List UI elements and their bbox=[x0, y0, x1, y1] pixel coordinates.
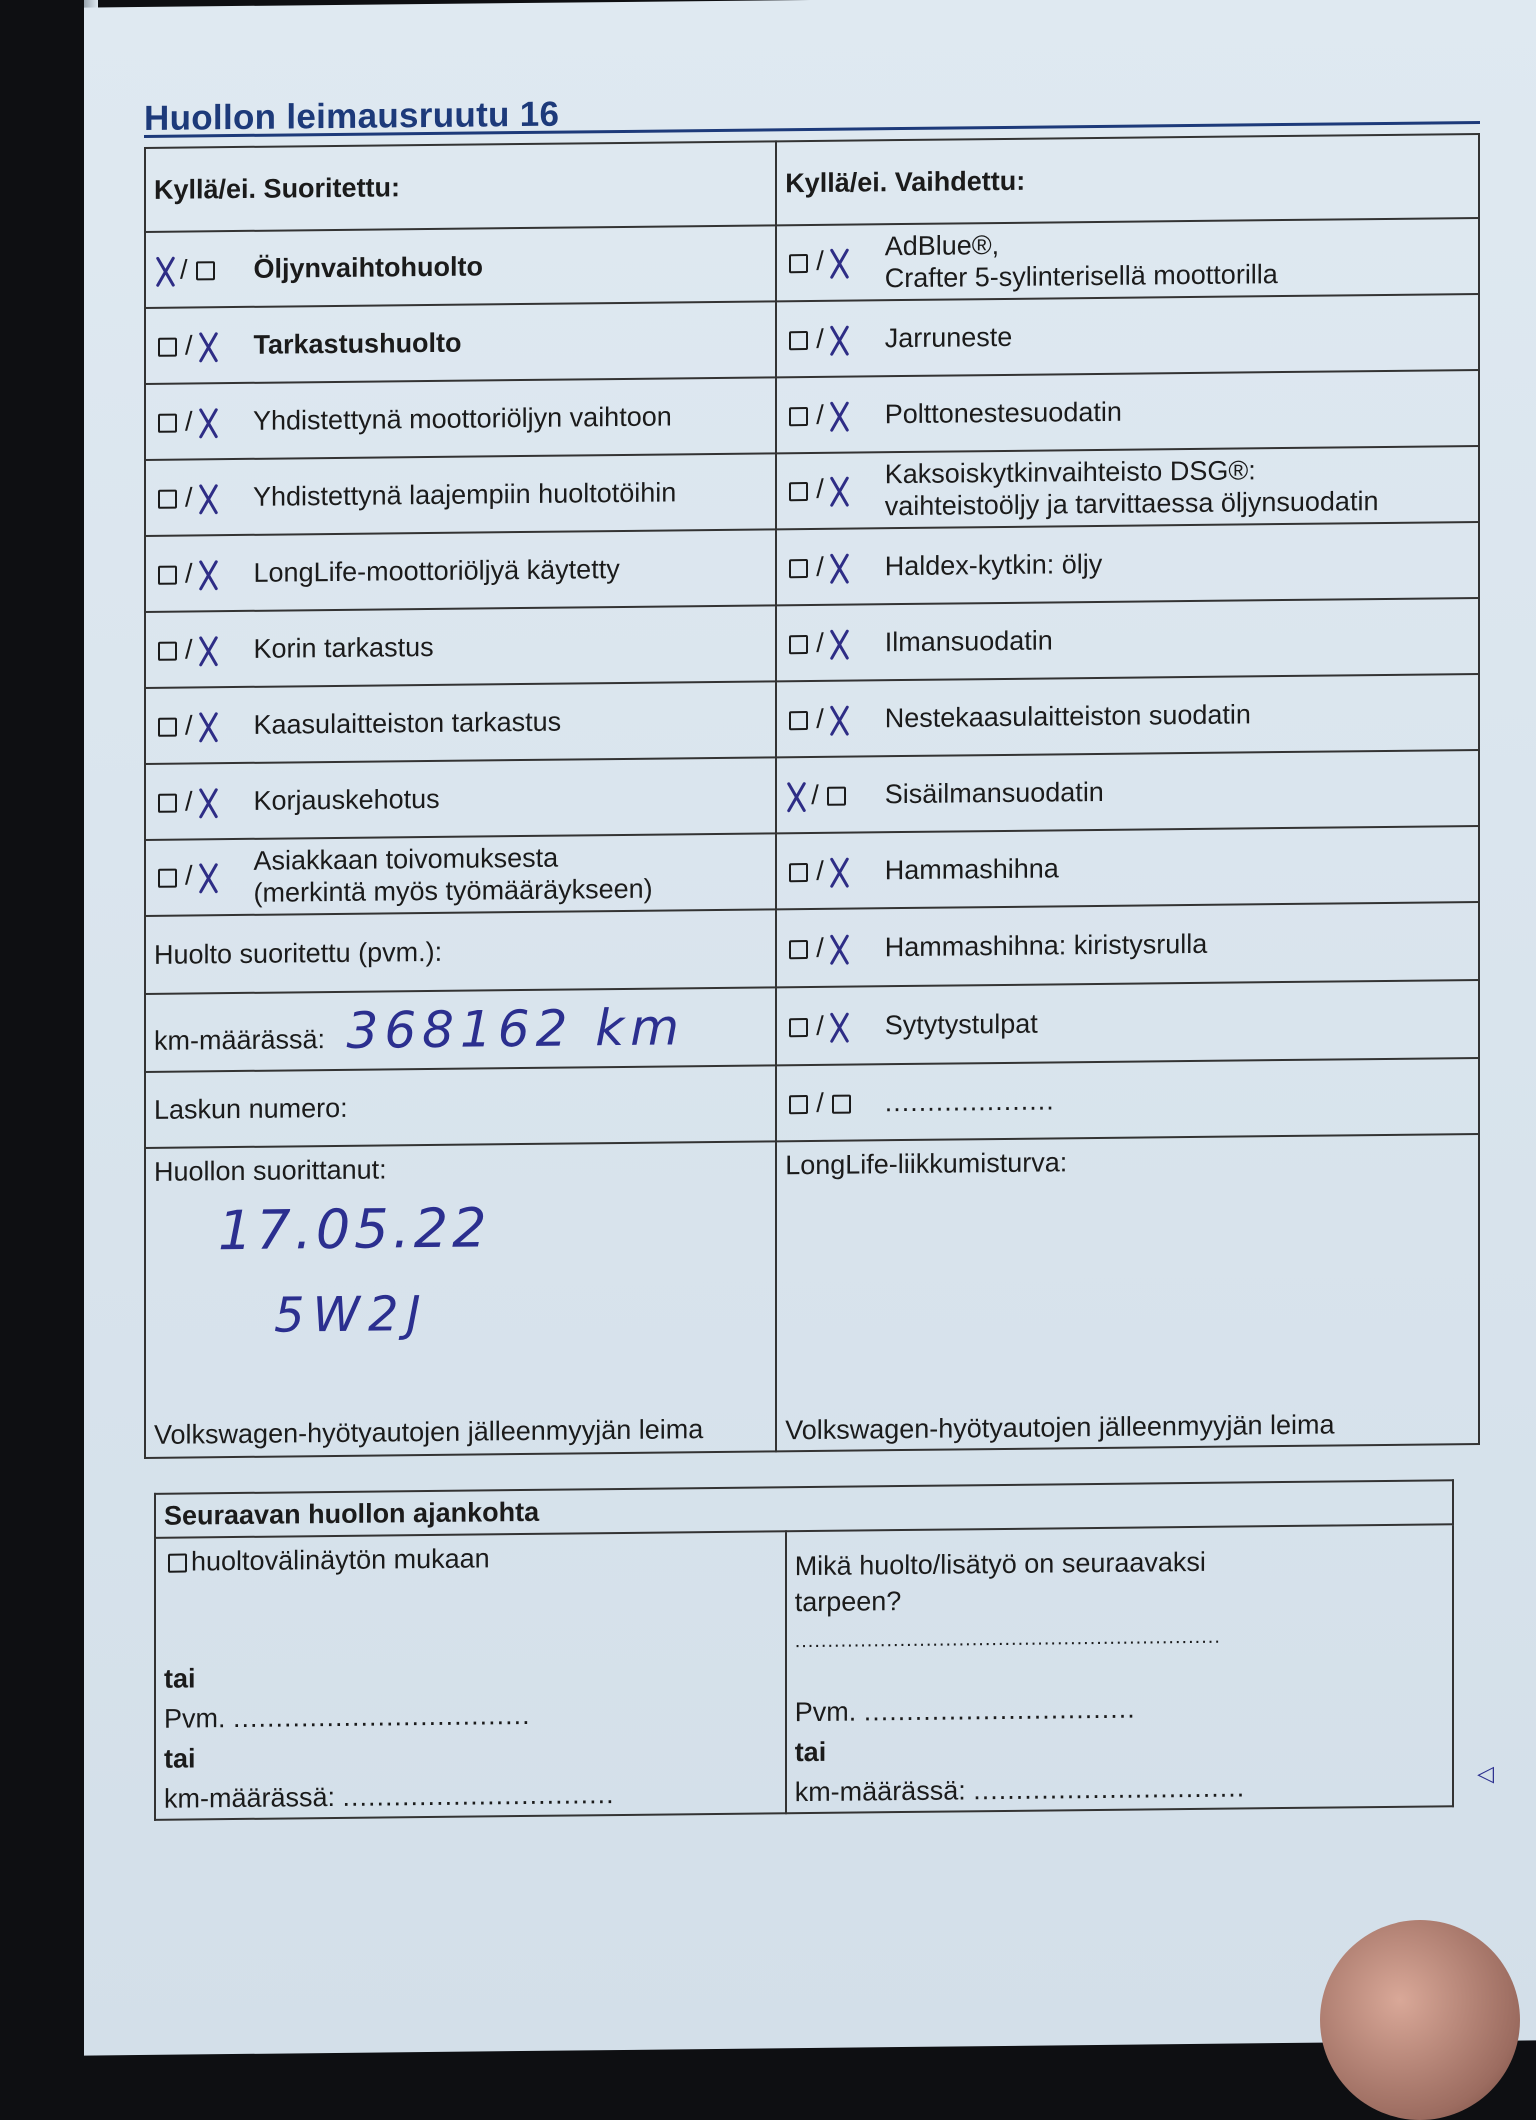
item-label: LongLife-moottoriöljyä käytetty bbox=[253, 553, 620, 588]
or-label: tai bbox=[164, 1663, 196, 1694]
checkbox-icon[interactable] bbox=[158, 794, 177, 813]
item-label: Öljynvaihtohuolto bbox=[253, 250, 484, 284]
item-label-line1: Kaksoiskytkinvaihteisto DSG®: bbox=[884, 455, 1256, 490]
left-row-2: / Tarkastushuolto bbox=[145, 301, 776, 384]
right-row-4: / Kaksoiskytkinvaihteisto DSG®: vaihteistoöljy ja tarvittaessa öljynsuodatin bbox=[776, 446, 1479, 529]
item-label: Sytytystulpat bbox=[884, 1008, 1038, 1040]
checkbox-icon[interactable] bbox=[789, 940, 808, 959]
item-label: Jarruneste bbox=[884, 321, 1013, 353]
checkbox-icon[interactable] bbox=[789, 1095, 808, 1114]
right-row-2: / Jarruneste bbox=[776, 294, 1479, 377]
checkbox-icon[interactable] bbox=[789, 711, 808, 730]
service-book-page bbox=[84, 0, 1536, 2056]
next-date-label: Pvm. bbox=[164, 1703, 226, 1734]
item-label: Korin tarkastus bbox=[253, 631, 434, 664]
handwritten-check-icon bbox=[828, 556, 850, 580]
left-row-1: / Öljynvaihtohuolto bbox=[145, 225, 776, 308]
checkbox-icon[interactable] bbox=[789, 482, 808, 501]
checkbox-icon[interactable] bbox=[158, 642, 177, 661]
next-left-cell bbox=[155, 1531, 786, 1820]
right-row-9: / Hammashihna bbox=[776, 826, 1479, 909]
page-title: Huollon leimausruutu 16 bbox=[144, 94, 560, 138]
next-right-km-label: km-määrässä: bbox=[794, 1775, 966, 1808]
handwritten-check-icon bbox=[197, 487, 219, 511]
checkbox-icon[interactable] bbox=[158, 566, 177, 585]
right-row-5: / Haldex-kytkin: öljy bbox=[776, 522, 1479, 605]
handwritten-check-icon bbox=[197, 639, 219, 663]
next-right-date-label: Pvm. bbox=[794, 1696, 857, 1728]
handwritten-check-icon bbox=[197, 335, 219, 359]
next-service-table bbox=[154, 1479, 1454, 1821]
item-label: Tarkastushuolto bbox=[253, 327, 462, 360]
next-service-header: Seuraavan huollon ajankohta bbox=[155, 1480, 1453, 1538]
handwritten-check-icon bbox=[828, 632, 850, 656]
handwritten-initials: 5W2J bbox=[274, 1285, 429, 1344]
checkbox-icon[interactable] bbox=[832, 1094, 851, 1113]
longlife-cell bbox=[776, 1134, 1479, 1451]
handwritten-check-icon bbox=[828, 328, 850, 352]
handwritten-check-icon bbox=[828, 404, 850, 428]
item-label: Sisäilmansuodatin bbox=[884, 776, 1104, 809]
checkbox-icon[interactable] bbox=[789, 635, 808, 654]
handwritten-check-icon bbox=[154, 259, 176, 283]
left-row-9: / Asiakkaan toivomuksesta (merkintä myös työmääräykseen) bbox=[145, 833, 776, 916]
next-km-label: km-määrässä: bbox=[164, 1781, 336, 1814]
checkbox-icon[interactable] bbox=[789, 863, 808, 882]
handwritten-check-icon bbox=[197, 715, 219, 739]
handwritten-date: 17.05.22 bbox=[218, 1196, 491, 1263]
item-blank-line: .................... bbox=[884, 1084, 1055, 1117]
checkbox-icon[interactable] bbox=[789, 331, 808, 350]
handwritten-check-icon bbox=[197, 411, 219, 435]
checkbox-icon[interactable] bbox=[168, 1554, 187, 1573]
item-label-line1: AdBlue®, bbox=[884, 230, 1000, 262]
next-right-date-field[interactable]: ................................ bbox=[863, 1693, 1136, 1727]
handwritten-check-icon bbox=[828, 860, 850, 884]
checkbox-icon[interactable] bbox=[196, 261, 215, 280]
next-work-field[interactable]: ................................................................. bbox=[794, 1625, 1221, 1653]
item-label: Korjauskehotus bbox=[253, 783, 440, 816]
next-km-field[interactable]: ................................ bbox=[342, 1779, 615, 1812]
next-option-label: huoltovälinäytön mukaan bbox=[191, 1543, 490, 1577]
next-question-line1: Mikä huolto/lisätyö on seuraavaksi bbox=[794, 1546, 1206, 1582]
km-label: km-määrässä: bbox=[154, 1024, 326, 1056]
handwritten-check-icon bbox=[828, 479, 850, 503]
left-row-6: / Korin tarkastus bbox=[145, 605, 776, 688]
right-row-7: / Nestekaasulaitteiston suodatin bbox=[776, 674, 1479, 757]
left-row-5: / LongLife-moottoriöljyä käytetty bbox=[145, 529, 776, 612]
longlife-label: LongLife-liikkumisturva: bbox=[785, 1147, 1068, 1181]
next-date-field[interactable]: ................................... bbox=[233, 1699, 531, 1734]
checkbox-icon[interactable] bbox=[789, 407, 808, 426]
right-row-11: / Sytytystulpat bbox=[776, 980, 1479, 1065]
item-label: Yhdistettynä moottoriöljyn vaihtoon bbox=[253, 400, 672, 436]
right-row-8: / Sisäilmansuodatin bbox=[776, 750, 1479, 833]
item-label: Ilmansuodatin bbox=[884, 624, 1053, 657]
right-row-1: / AdBlue®, Crafter 5-sylinterisellä moottorilla bbox=[776, 218, 1479, 301]
checkbox-icon[interactable] bbox=[158, 414, 177, 433]
item-label-line2: (merkintä myös työmääräykseen) bbox=[253, 873, 653, 908]
item-label: Nestekaasulaitteiston suodatin bbox=[884, 698, 1251, 733]
handwritten-check-icon bbox=[828, 937, 850, 961]
service-table bbox=[144, 133, 1480, 1459]
left-header: Kyllä/ei. Suoritettu: bbox=[145, 141, 776, 232]
left-stamp-label: Volkswagen-hyötyautojen jälleenmyyjän leima bbox=[154, 1414, 704, 1450]
left-row-8: / Korjauskehotus bbox=[145, 757, 776, 840]
invoice-label: Laskun numero: bbox=[154, 1092, 348, 1125]
item-label-line2: Crafter 5-sylinterisellä moottorilla bbox=[884, 259, 1278, 294]
checkbox-icon[interactable] bbox=[158, 718, 177, 737]
item-label: Hammashihna bbox=[884, 852, 1059, 885]
invoice-cell bbox=[145, 1065, 776, 1148]
item-label-line1: Asiakkaan toivomuksesta bbox=[253, 842, 559, 876]
checkbox-icon[interactable] bbox=[789, 1018, 808, 1037]
item-label: Kaasulaitteiston tarkastus bbox=[253, 706, 562, 740]
or-label: tai bbox=[164, 1743, 196, 1774]
left-row-4: / Yhdistettynä laajempiin huoltotöihin bbox=[145, 453, 776, 536]
or-label: tai bbox=[794, 1736, 827, 1768]
handwritten-check-icon bbox=[197, 563, 219, 587]
handwritten-check-icon bbox=[828, 251, 850, 275]
page-arrow-icon: ◁ bbox=[1477, 1760, 1494, 1787]
item-label: Haldex-kytkin: öljy bbox=[884, 548, 1103, 581]
left-row-7: / Kaasulaitteiston tarkastus bbox=[145, 681, 776, 764]
right-row-6: / Ilmansuodatin bbox=[776, 598, 1479, 681]
handwritten-check-icon bbox=[828, 1015, 850, 1039]
handwritten-check-icon bbox=[197, 791, 219, 815]
handwritten-km: 368162 km bbox=[346, 998, 685, 1060]
checkbox-icon[interactable] bbox=[827, 787, 846, 806]
item-label-line2: vaihteistoöljy ja tarvittaessa öljynsuodatin bbox=[884, 486, 1379, 522]
checkbox-icon[interactable] bbox=[158, 338, 177, 357]
item-label: Polttonestesuodatin bbox=[884, 396, 1122, 429]
checkbox-icon[interactable] bbox=[158, 490, 177, 509]
handwritten-check-icon bbox=[785, 784, 807, 808]
item-label: Yhdistettynä laajempiin huoltotöihin bbox=[253, 476, 677, 512]
right-row-3: / Polttonestesuodatin bbox=[776, 370, 1479, 453]
left-row-3: / Yhdistettynä moottoriöljyn vaihtoon bbox=[145, 377, 776, 460]
performed-by-label: Huollon suorittanut: bbox=[154, 1154, 387, 1187]
next-right-cell bbox=[786, 1524, 1453, 1813]
thumb-photo-element bbox=[1320, 1920, 1520, 2120]
handwritten-check-icon bbox=[197, 865, 219, 889]
km-cell bbox=[145, 987, 776, 1072]
next-right-km-field[interactable]: ................................ bbox=[973, 1772, 1246, 1806]
next-question-line2: tarpeen? bbox=[794, 1586, 902, 1618]
checkbox-icon[interactable] bbox=[789, 254, 808, 273]
right-row-12: / .................... bbox=[776, 1058, 1479, 1141]
right-stamp-label: Volkswagen-hyötyautojen jälleenmyyjän leima bbox=[785, 1409, 1335, 1446]
right-header: Kyllä/ei. Vaihdettu: bbox=[776, 134, 1479, 225]
checkbox-icon[interactable] bbox=[789, 559, 808, 578]
right-row-10: / Hammashihna: kiristysrulla bbox=[776, 902, 1479, 987]
performed-by-cell bbox=[145, 1141, 776, 1458]
item-label: Hammashihna: kiristysrulla bbox=[884, 928, 1208, 962]
service-date-cell bbox=[145, 909, 776, 994]
handwritten-check-icon bbox=[828, 708, 850, 732]
service-date-label: Huolto suoritettu (pvm.): bbox=[154, 936, 443, 970]
checkbox-icon[interactable] bbox=[158, 868, 177, 887]
